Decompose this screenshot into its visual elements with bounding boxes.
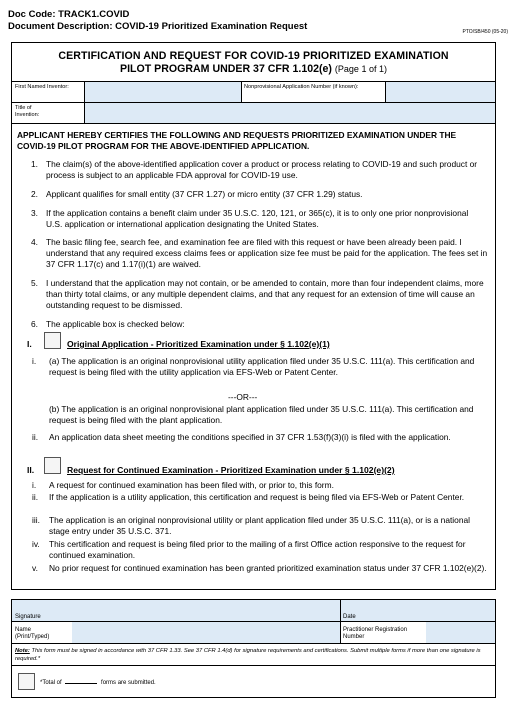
certification-heading: APPLICANT HEREBY CERTIFIES THE FOLLOWING AND REQUESTS PRIORITIZED EXAMINATION UNDER THE COVID-19 PILOT PROGRAM FOR THE ABOVE-IDENTIFIED APPLICATION. [17,130,457,151]
total-forms-checkbox[interactable] [18,673,35,690]
title-of-invention-label: Title of Invention: [15,105,40,118]
or-separator: ---OR--- [228,392,258,402]
name-label: Name (Print/Typed) [15,627,50,640]
total-forms-prefix: *Total of [40,680,62,686]
note-text: This form must be signed in accordance with 37 CFR 1.33. See 37 CFR 1.4(d) for signature requirements and certifications. Submit multiple forms if more than one signature is required.* [15,648,481,662]
practitioner-label: Practitioner Registration Number [343,627,408,640]
doc-description: Document Description: COVID-19 Prioritized Examination Request [8,21,308,32]
application-number-field[interactable] [386,82,495,102]
doc-code: Doc Code: TRACK1.COVID [8,9,130,20]
section-i-heading: Original Application - Prioritized Examination under § 1.102(e)(1) [67,339,330,349]
applicant-fields [11,82,496,124]
section-ii-numeral: II. [27,465,35,475]
form-title-program: PILOT PROGRAM UNDER 37 CFR 1.102(e) [120,63,332,75]
total-forms-suffix: forms are submitted. [101,680,156,686]
signature-field[interactable] [12,600,340,621]
section-ii-heading: Request for Continued Examination - Prioritized Examination under § 1.102(e)(2) [67,465,395,475]
section-i-sub-i-b: (b) The application is an original nonprovisional plant application filed under 35 U.S.C. 111(a). This certification and request is being filed with the plant application. [49,404,474,425]
signature-label: Signature [15,614,41,620]
page-indicator: (Page 1 of 1) [334,64,387,74]
date-label: Date [343,614,356,620]
total-forms-blank[interactable] [65,683,97,684]
note [15,648,491,663]
first-named-inventor-field[interactable] [85,82,241,102]
name-field[interactable] [72,622,340,643]
date-field[interactable] [341,600,495,621]
note-label: Note: [15,648,30,654]
signature-block [11,599,496,698]
first-named-inventor-label: First Named Inventor: [15,84,69,90]
title-box [11,42,496,82]
form-title-line2 [12,63,495,75]
total-forms-line [40,680,156,686]
title-of-invention-field[interactable] [85,103,495,123]
application-number-label: Nonprovisional Application Number (if known): [244,84,359,90]
form-frame [11,42,496,590]
form-number: PTO/SB/450 (05-20) [462,29,508,35]
form-title-line1: CERTIFICATION AND REQUEST FOR COVID-19 PRIORITIZED EXAMINATION [58,50,449,62]
section-i-numeral: I. [27,339,32,349]
section-ii-checkbox[interactable] [44,457,61,474]
registration-number-field[interactable] [426,622,495,643]
section-i-checkbox[interactable] [44,332,61,349]
